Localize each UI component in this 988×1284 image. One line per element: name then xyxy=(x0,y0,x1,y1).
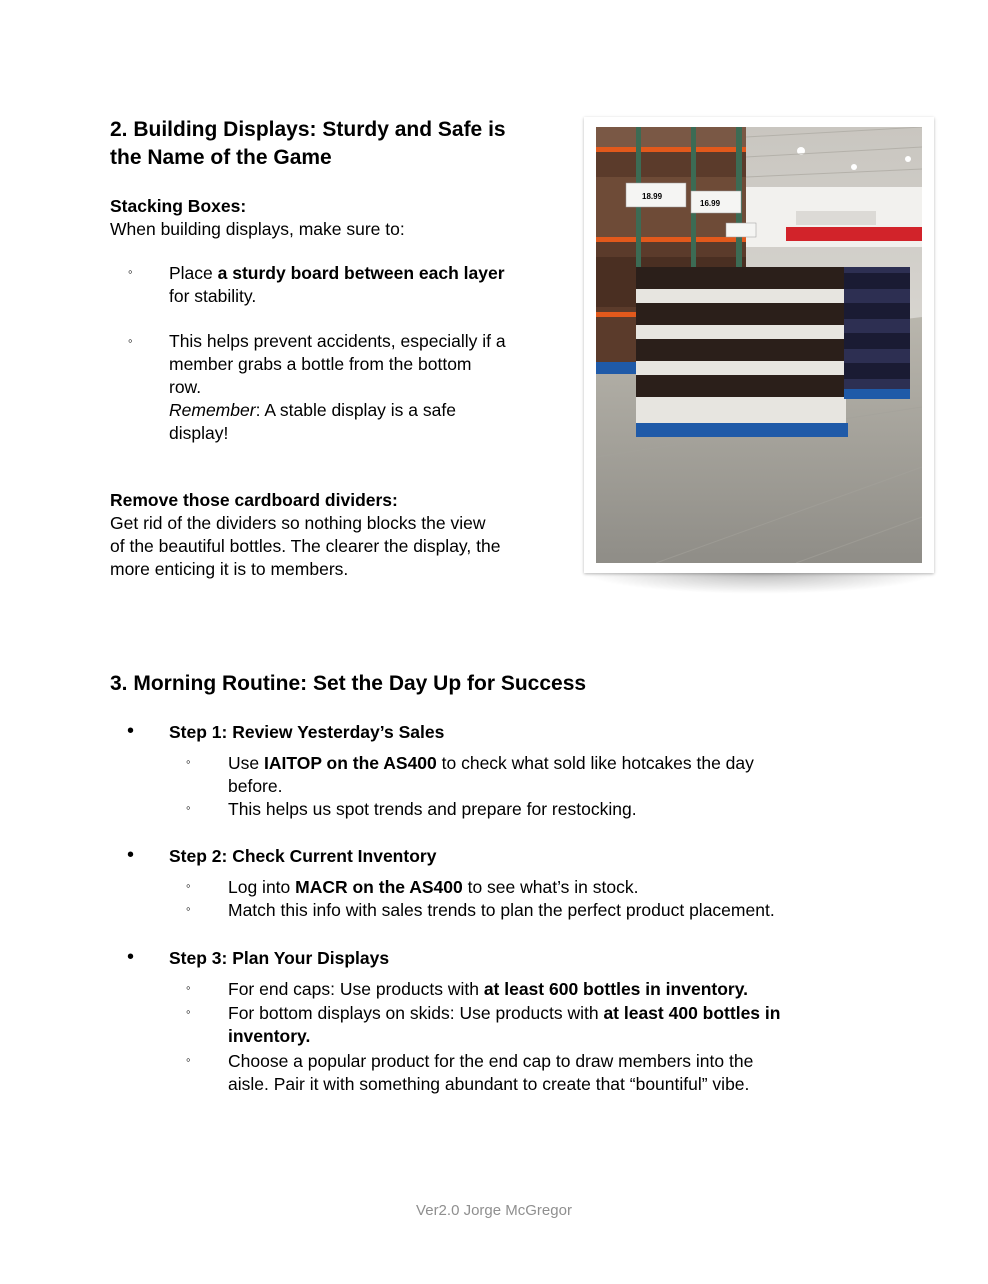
open-bullet-icon: ◦ xyxy=(186,1004,191,1019)
item-bold-text: MACR on the AS400 xyxy=(295,877,463,897)
step-1-label: Step 1: Review Yesterday’s Sales xyxy=(169,722,445,742)
step-1-item-1 xyxy=(228,752,868,798)
bullet-text: Place xyxy=(169,263,218,283)
open-bullet-icon: ◦ xyxy=(128,264,133,279)
item-text: Use xyxy=(228,753,264,773)
bullet-text: This helps prevent accidents, especially if a xyxy=(169,331,506,351)
bullet-prevent-accidents xyxy=(169,330,569,445)
open-bullet-icon: ◦ xyxy=(186,800,191,815)
open-bullet-icon: ◦ xyxy=(128,333,133,348)
item-text: to see what’s in stock. xyxy=(462,877,639,897)
item-text: For end caps: Use products with xyxy=(228,979,484,999)
item-bold-text: at least 600 bottles in inventory. xyxy=(483,979,749,999)
open-bullet-icon: ◦ xyxy=(186,901,191,916)
step-2-label: Step 2: Check Current Inventory xyxy=(169,846,437,866)
open-bullet-icon: ◦ xyxy=(186,754,191,769)
wine-display-photo xyxy=(596,127,922,563)
paragraph-line: more enticing it is to members. xyxy=(110,559,349,579)
bullet-sturdy-board xyxy=(169,262,569,308)
step-2-item-1 xyxy=(228,876,638,899)
bullet-bold-text: a sturdy board between each layer xyxy=(217,263,505,283)
bullet-icon: • xyxy=(127,844,135,866)
section-2-title-line2: the Name of the Game xyxy=(110,146,332,169)
price-tag-1: 18.99 xyxy=(642,192,663,201)
item-text: before. xyxy=(228,776,283,796)
price-tag-2: 16.99 xyxy=(700,199,721,208)
step-3-item-3 xyxy=(228,1050,888,1096)
item-bold-text: inventory. xyxy=(228,1026,311,1046)
step-3-item-2 xyxy=(228,1002,888,1048)
section-2-title-line1: 2. Building Displays: Sturdy and Safe is xyxy=(110,118,506,141)
step-2-item-2: Match this info with sales trends to plan the perfect product placement. xyxy=(228,900,775,920)
item-bold-text: at least 400 bottles in xyxy=(603,1003,781,1023)
bullet-icon: • xyxy=(127,720,135,742)
bullet-text: for stability. xyxy=(169,286,257,306)
dividers-paragraph xyxy=(110,512,570,581)
section-2-title xyxy=(110,116,506,172)
bullet-text: row. xyxy=(169,377,202,397)
paragraph-line: of the beautiful bottles. The clearer the display, the xyxy=(110,536,501,556)
open-bullet-icon: ◦ xyxy=(186,1052,191,1067)
footer-version: Ver2.0 Jorge McGregor xyxy=(416,1202,572,1219)
item-text: Choose a popular product for the end cap to draw members into the xyxy=(228,1051,754,1071)
item-text: For bottom displays on skids: Use products with xyxy=(228,1003,604,1023)
dividers-heading: Remove those cardboard dividers: xyxy=(110,490,398,510)
item-text: to check what sold like hotcakes the day xyxy=(436,753,754,773)
stacking-intro: When building displays, make sure to: xyxy=(110,219,405,239)
photo-shadow xyxy=(582,572,938,594)
paragraph-line: Get rid of the dividers so nothing blocks the view xyxy=(110,513,486,533)
bullet-icon: • xyxy=(127,946,135,968)
open-bullet-icon: ◦ xyxy=(186,980,191,995)
item-bold-text: IAITOP on the AS400 xyxy=(263,753,437,773)
step-3-item-1 xyxy=(228,978,748,1001)
remember-italic: Remember xyxy=(169,400,256,420)
step-3-label: Step 3: Plan Your Displays xyxy=(169,948,390,968)
bullet-text: display! xyxy=(169,423,229,443)
open-bullet-icon: ◦ xyxy=(186,878,191,893)
item-text: Log into xyxy=(228,877,296,897)
bullet-text: : A stable display is a safe xyxy=(255,400,456,420)
section-3-title: 3. Morning Routine: Set the Day Up for Success xyxy=(110,672,587,695)
stacking-heading: Stacking Boxes: xyxy=(110,196,247,216)
item-text: aisle. Pair it with something abundant to create that “bountiful” vibe. xyxy=(228,1074,750,1094)
step-1-item-2: This helps us spot trends and prepare for restocking. xyxy=(228,799,637,819)
bullet-text: member grabs a bottle from the bottom xyxy=(169,354,472,374)
photo-frame xyxy=(584,117,934,573)
